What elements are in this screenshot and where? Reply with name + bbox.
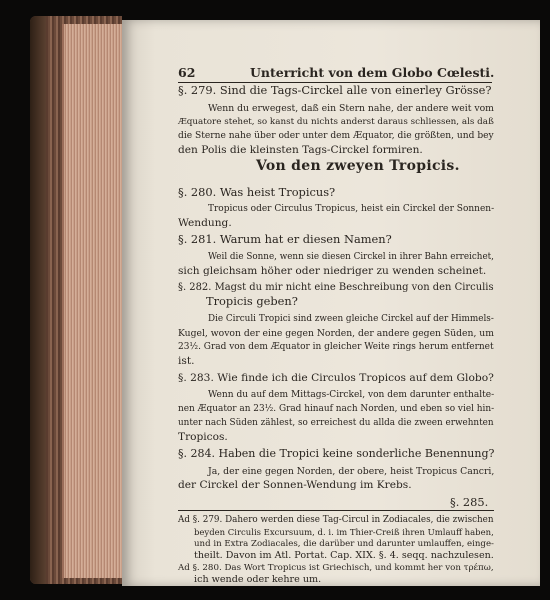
answer-line: Die Circuli Tropici sind zween gleiche Circkel auf der Himmels- (208, 314, 494, 324)
answer-line: die Sterne nahe über oder unter dem Æquator, die größten, und bey (178, 131, 494, 141)
answer-line: den Polis die kleinsten Tags-Circkel formiren. (178, 144, 423, 156)
answer-line: der Circkel der Sonnen-Wendung im Krebs. (178, 479, 412, 491)
answer-line: Weil die Sonne, wenn sie diesen Circkel in ihrer Bahn erreichet, (208, 252, 494, 262)
answer-line: Wendung. (178, 217, 232, 229)
answer-line: ist. (178, 355, 195, 367)
page-number: 62 (178, 65, 196, 80)
answer-line: Tropicus oder Circulus Tropicus, heist ein Circkel der Sonnen- (208, 204, 495, 214)
answer-line: sich gleichsam höher oder niedriger zu wenden scheinet. (178, 265, 487, 277)
running-title: Unterricht von dem Globo Cœlesti. (250, 65, 495, 80)
section-heading: Von den zweyen Tropicis. (256, 158, 460, 174)
question-280: §. 280. Was heist Tropicus? (178, 185, 336, 199)
answer-line: Wenn du erwegest, daß ein Stern nahe, der andere weit vom (208, 103, 494, 114)
catchword: §. 285. (450, 495, 489, 509)
question-283: §. 283. Wie finde ich die Circulos Tropicos auf dem Globo? (178, 371, 494, 384)
footnote-line: Ad §. 280. Das Wort Tropicus ist Griechisch, und kommt her von τρέπω, (178, 563, 494, 573)
answer-line: 23½. Grad von dem Æquator in gleicher Weite rings herum entfernet (178, 342, 494, 352)
footnote-line: Ad §. 279. Dahero werden diese Tag-Circul in Zodiacales, die zwischen (178, 515, 494, 525)
footnote-rule (178, 510, 494, 511)
page-stack-edge (62, 24, 126, 578)
answer-line: Ja, der eine gegen Norden, der obere, heist Tropicus Cancri, (208, 466, 495, 477)
answer-line: Æquatore stehet, so kanst du nichts anderst daraus schliessen, als daß (178, 117, 494, 127)
question-279: §. 279. Sind die Tags-Circkel alle von einerley Grösse? (178, 83, 492, 97)
footnote-line: theilt. Davon im Atl. Portat. Cap. XIX. §. 4. seqq. nachzulesen. (194, 550, 494, 561)
question-282-cont: Tropicis geben? (206, 294, 298, 308)
footnote-line: und in Extra Zodiacales, die darüber und darunter umlauffen, einge- (194, 539, 494, 549)
book-spine-edge (30, 16, 46, 584)
footnote-line: ich wende oder kehre um. (194, 574, 322, 585)
answer-line: Kugel, wovon der eine gegen Norden, der andere gegen Süden, um (178, 328, 494, 339)
question-281: §. 281. Warum hat er diesen Namen? (178, 232, 392, 246)
answer-line: nen Æquator an 23½. Grad hinauf nach Norden, und eben so viel hin- (178, 404, 495, 414)
question-284: §. 284. Haben die Tropici keine sonderliche Benennung? (178, 447, 495, 460)
book-page (122, 20, 540, 586)
answer-line: Wenn du auf dem Mittags-Circkel, von dem darunter enthalte- (208, 390, 495, 400)
footnote-line: beyden Circulis Excursuum, d. i. im Thier-Creiß ihren Umlauff haben, (194, 527, 494, 537)
answer-line: Tropicos. (178, 431, 228, 443)
question-282: §. 282. Magst du mir nicht eine Beschreibung von den Circulis (178, 282, 494, 293)
answer-line: unter nach Süden zählest, so erreichest du allda die zween erwehnten (178, 418, 494, 428)
